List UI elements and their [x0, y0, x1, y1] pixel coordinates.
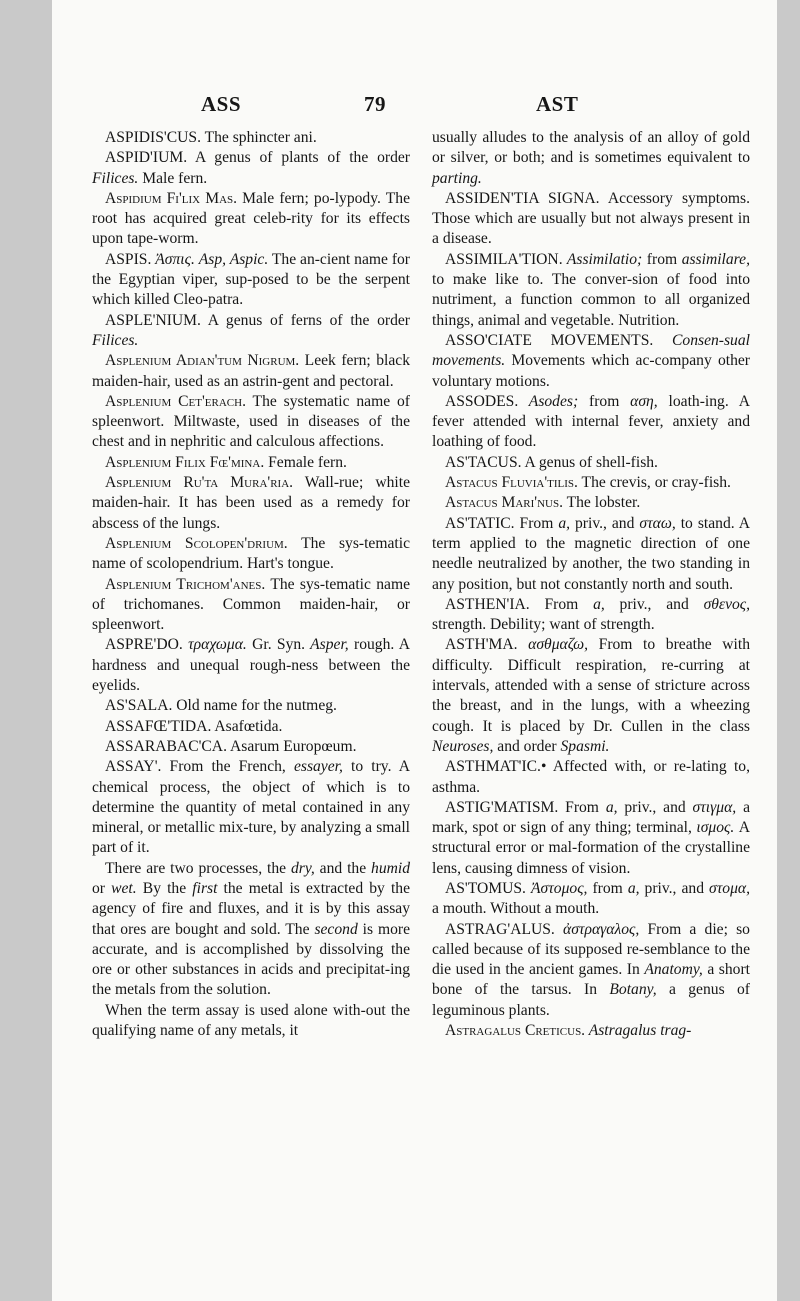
entry-text: a die; so called because of its supposed re-semblance to the die used in the ancient games. In — [432, 920, 750, 979]
entry-text: • Affected with, or re-lating to, asthma. — [432, 758, 750, 796]
entry-headword: ASSODES. — [445, 392, 519, 410]
entry-headword: ASPID'IUM. — [105, 149, 188, 167]
entry-text: a short bone of the tarsus. In — [432, 961, 750, 999]
entry-headword: Astragalus Creticus. — [445, 1022, 586, 1040]
entry-text: from — [578, 392, 620, 410]
entry-italic: Filices. — [92, 331, 139, 349]
dictionary-entry — [432, 250, 750, 331]
entry-text: A genus of plants of the order — [187, 149, 410, 167]
dictionary-entry — [92, 148, 410, 189]
dictionary-entry — [92, 737, 410, 757]
entry-text: priv., and — [639, 879, 704, 897]
right-column — [432, 128, 750, 1041]
entry-text: Accessory symptoms. Those which are usually but not always present in a disease. — [432, 189, 750, 248]
entry-text: a mark, spot or sign of any thing; terminal, — [432, 798, 750, 837]
entry-italic: a, — [627, 879, 640, 897]
entry-text: usually alludes to the analysis of an alloy of gold or silver, or both; and is sometimes equivalent to — [432, 129, 750, 167]
entry-text: From — [639, 920, 682, 938]
entry-greek: σταω, — [634, 514, 676, 532]
dictionary-entry — [92, 717, 410, 737]
left-column — [92, 128, 410, 1041]
dictionary-entry — [432, 493, 750, 513]
entry-headword: Astacus Mari'nus. — [445, 494, 563, 512]
dictionary-entry — [92, 250, 410, 311]
entry-headword: ASSAY'. — [105, 758, 162, 776]
entry-text: a genus of leguminous plants. — [432, 981, 750, 1019]
dictionary-entry — [92, 351, 410, 392]
dictionary-entry — [92, 1001, 410, 1042]
dictionary-entry — [432, 514, 750, 595]
entry-headword: ASSO'CIATE MOVEMENTS. — [445, 331, 654, 349]
entry-greek: Ἀστομος, — [525, 879, 588, 897]
dictionary-entry — [92, 757, 410, 858]
entry-text: From — [588, 636, 633, 654]
entry-headword: ASTHMAT'IC. — [445, 758, 541, 776]
entry-text: The sys-tematic name of trichomanes. Common maiden-hair, or spleenwort. — [92, 575, 410, 634]
entry-headword: ASTIG'MATISM. — [445, 798, 559, 816]
entry-italic: wet. — [111, 879, 137, 897]
entry-text: the metal is extracted by the agency of fire and fluxes, and it is by this assay that ores are bought and sold. The — [92, 879, 410, 938]
entry-italic: a, — [558, 514, 571, 532]
entry-italic: essayer, — [293, 758, 343, 776]
dictionary-entry — [92, 311, 410, 352]
entry-italic: humid — [371, 859, 411, 877]
dictionary-entry — [432, 128, 750, 189]
entry-italic: assimilare, — [681, 250, 750, 268]
dictionary-entry — [432, 757, 750, 798]
entry-greek: τραχωμα. — [182, 636, 247, 654]
entry-headword: ASPIS. — [105, 250, 152, 268]
dictionary-entry — [432, 798, 750, 879]
entry-greek: ισμος. — [691, 819, 735, 837]
dictionary-entry — [432, 595, 750, 636]
dictionary-entry — [432, 879, 750, 920]
dictionary-entry — [92, 859, 410, 1001]
entry-text: is more accurate, and is accomplished by dissolving the ore or other substances in acids and precipitat-ing the metals from the solution. — [92, 920, 411, 999]
entry-greek: ασθμαζω, — [517, 636, 589, 654]
entry-italic: parting. — [432, 169, 482, 187]
entry-text: The sphincter ani. — [200, 129, 317, 146]
header-left-guideword: ASS — [201, 92, 242, 116]
entry-text: priv., and — [570, 514, 635, 532]
dictionary-entry — [432, 473, 750, 493]
entry-headword: AS'TOMUS. — [445, 879, 526, 897]
entry-text: When the term assay is used alone with-out the qualifying name of any metals, it — [92, 1001, 410, 1040]
header-right-guideword: AST — [536, 92, 579, 116]
entry-italic: a, — [593, 595, 605, 613]
entry-text: From the French, — [161, 758, 294, 776]
entry-headword: ASSARABAC'CA. — [105, 737, 227, 755]
entry-text: Wall-rue; white maiden-hair. It has been used as a remedy for abscess of the lungs. — [92, 474, 410, 532]
entry-headword: Asplenium Trichom'anes. — [105, 575, 266, 593]
entry-text: The crevis, or cray-fish. — [577, 474, 731, 492]
entry-text: from — [587, 879, 628, 897]
entry-headword: Astacus Fluvia'tilis. — [445, 474, 578, 492]
page-number: 79 — [364, 92, 386, 116]
entry-text: A genus of ferns of the order — [200, 311, 410, 329]
entry-text: strength. Debility; want of strength. — [432, 616, 655, 634]
entry-text: Old name for the nutmeg. — [172, 697, 337, 715]
entry-headword: ASSIMILA'TION. — [445, 250, 563, 268]
entry-text: From — [514, 514, 559, 532]
entry-italic: Asp, Aspic. — [194, 250, 269, 268]
entry-text: The lobster. — [562, 494, 641, 512]
entry-italic: Anatomy, — [644, 961, 703, 979]
entry-text: priv., and — [617, 798, 686, 816]
entry-italic: Neuroses, — [432, 737, 494, 755]
dictionary-entry — [92, 575, 410, 636]
entry-text: The an-cient name for the Egyptian viper, sup-posed to be the serpent which killed Cleo-patra. — [92, 250, 410, 309]
entry-greek: στιγμα, — [685, 798, 737, 816]
entry-headword: Asplenium Adian'tum Nigrum. — [105, 352, 300, 370]
entry-text: Asarum Europœum. — [226, 737, 357, 755]
entry-headword: ASPIDIS'CUS. — [105, 129, 201, 146]
entry-text: from — [642, 250, 682, 268]
entry-headword: ASTH'MA. — [445, 636, 518, 654]
entry-headword: ASTRAG'ALUS. — [445, 920, 555, 938]
entry-headword: ASSIDEN'TIA SIGNA. — [445, 189, 600, 207]
dictionary-entry — [92, 696, 410, 716]
dictionary-entry — [92, 534, 410, 575]
entry-text: By the — [136, 879, 193, 897]
entry-headword: ASPRE'DO. — [105, 636, 183, 654]
entry-italic: dry, — [290, 859, 315, 877]
dictionary-entry — [432, 453, 750, 473]
entry-text: priv., and — [604, 595, 689, 613]
dictionary-entry — [432, 635, 750, 757]
entry-greek: ἀστραγαλος, — [554, 920, 640, 938]
entry-text: Movements which ac-company other voluntary motions. — [432, 352, 750, 390]
entry-text: The systematic name of spleenwort. Miltwaste, used in diseases of the chest and in nephritic and calculous affections. — [92, 392, 410, 451]
dictionary-entry — [92, 473, 410, 534]
running-header — [52, 92, 777, 122]
entry-text: to try. A chemical process, the object of which is to determine the quantity of metal contained in any mineral, or metallic mix-ture, by analyzing a small part of it. — [92, 758, 410, 857]
entry-text: or — [92, 879, 112, 897]
dictionary-entry — [432, 392, 750, 453]
entry-greek: αση, — [619, 392, 658, 410]
entry-text: Female fern. — [264, 453, 347, 471]
entry-text: Leek fern; black maiden-hair, used as an astrin-gent and pectoral. — [92, 352, 410, 390]
entry-italic: Filices. — [92, 169, 139, 187]
dictionary-entry — [432, 1021, 750, 1041]
entry-italic: Asper, — [305, 636, 349, 654]
entry-text: From — [529, 595, 594, 613]
entry-italic: second — [314, 920, 358, 938]
entry-headword: ASSAFŒ'TIDA. — [105, 717, 212, 735]
entry-italic: Assimilatio; — [562, 250, 643, 268]
entry-headword: Asplenium Scolopen'drium. — [105, 534, 288, 552]
entry-italic: Astragalus trag- — [585, 1022, 692, 1040]
entry-headword: ASPLE'NIUM. — [105, 311, 201, 329]
entry-text: to stand. A term applied to the magnetic direction of one needle neutralized by another, the two standing in any position, but not constantly north and south. — [432, 514, 751, 593]
entry-text: and the — [314, 859, 372, 877]
entry-text: a mouth. Without a mouth. — [432, 900, 600, 918]
entry-text: Male fern; po-lypody. The root has acquired great celeb-rity for its effects upon tape-worm. — [92, 189, 410, 248]
dictionary-page — [52, 0, 777, 1301]
entry-italic: first — [192, 879, 218, 897]
entry-text: rough. A hardness and unequal rough-ness between the eyelids. — [92, 636, 410, 695]
dictionary-entry — [432, 189, 750, 250]
entry-text: and order — [493, 737, 561, 755]
entry-text: A structural error or mal-formation of the crystalline lens, causing dimness of vision. — [432, 819, 750, 877]
entry-italic: Botany, — [609, 981, 657, 999]
entry-text: loath-ing. A fever attended with internal fever, anxiety and loathing of food. — [432, 392, 750, 451]
entry-headword: Asplenium Filix Fœ'mina. — [105, 453, 265, 471]
dictionary-entry — [92, 635, 410, 696]
entry-italic: Spasmi. — [560, 737, 610, 755]
entry-greek: σθενος, — [688, 595, 751, 613]
entry-headword: AS'TACUS. — [445, 453, 522, 471]
entry-text: Asafœtida. — [211, 717, 283, 735]
entry-headword: AS'TATIC. — [445, 514, 515, 532]
entry-headword: AS'SALA. — [105, 697, 173, 715]
dictionary-entry — [92, 128, 410, 148]
entry-headword: Aspidium Fi'lix Mas. — [105, 189, 238, 207]
dictionary-entry — [432, 331, 750, 392]
entry-headword: Asplenium Cet'erach. — [105, 392, 246, 410]
entry-text: From — [558, 798, 606, 816]
dictionary-entry — [432, 920, 750, 1021]
entry-text: Male fern. — [138, 169, 208, 187]
entry-text: There are two processes, the — [105, 859, 291, 877]
entry-italic: Asodes; — [518, 392, 579, 410]
entry-italic: a, — [605, 798, 618, 816]
entry-headword: Asplenium Ru'ta Mura'ria. — [105, 474, 294, 492]
entry-text: A genus of shell-fish. — [521, 453, 658, 471]
entry-headword: ASTHEN'IA. — [445, 595, 530, 613]
entry-italic: Consen-sual movements. — [432, 331, 750, 370]
dictionary-entry — [92, 453, 410, 473]
entry-greek: στομα, — [704, 879, 751, 897]
dictionary-entry — [92, 392, 410, 453]
entry-text: Gr. Syn. — [246, 636, 306, 654]
entry-text: The sys-tematic name of scolopendrium. Hart's tongue. — [92, 534, 410, 573]
dictionary-entry — [92, 189, 410, 250]
entry-text: to make like to. The conver-sion of food into nutriment, a function common to all organized things, animal and vegetable. Nutrition. — [432, 271, 750, 329]
entry-text: to breathe with difficulty. Difficult respiration, re-curring at intervals, attended with a sense of stricture across the breast, and in the lungs, with a wheezing cough. It is placed by Dr. Cullen in the class — [432, 636, 750, 735]
entry-greek: Ἀσπις. — [151, 250, 195, 268]
